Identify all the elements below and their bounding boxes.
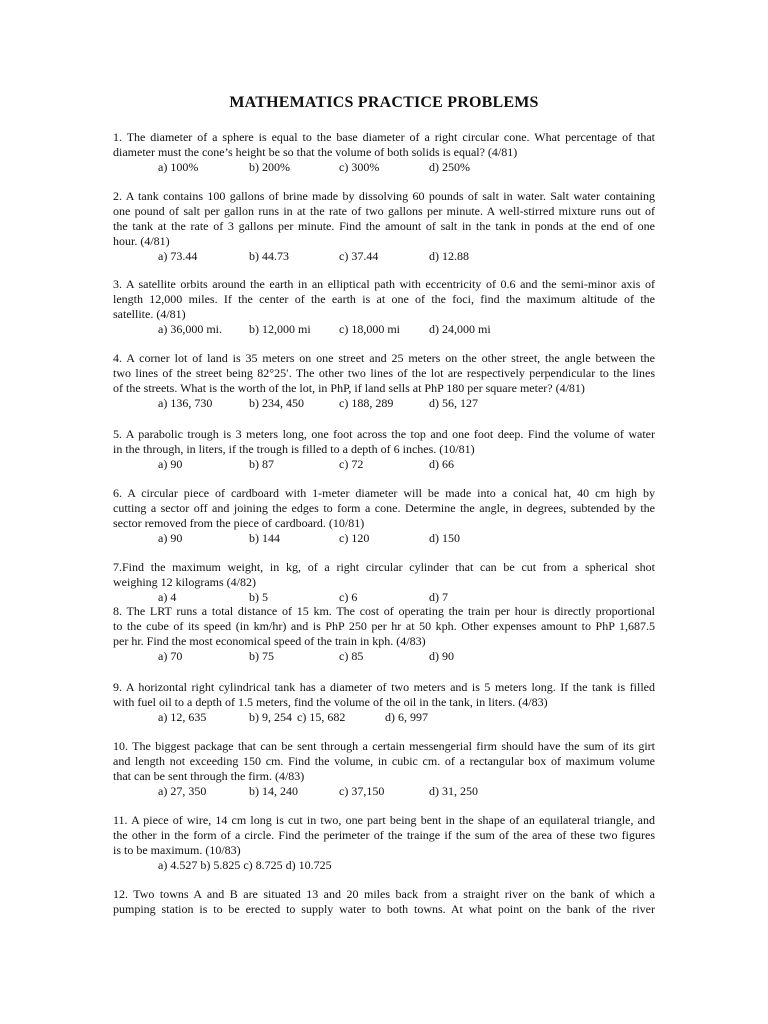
problem-6	[113, 486, 655, 546]
problem-text-line: 12. Two towns A and B are situated 13 and 20 miles back from a straight river on the bank of which a	[113, 887, 655, 901]
choice-a: a) 73.44	[158, 249, 198, 263]
problem-text-line: 1. The diameter of a sphere is equal to the base diameter of a right circular cone. What percentage of that	[113, 130, 655, 144]
choice-d: d) 56, 127	[429, 396, 478, 410]
problem-text-line: 9. A horizontal right cylindrical tank has a diameter of two meters and is 5 meters long. If the tank is filled	[113, 680, 655, 694]
problem-2	[113, 189, 655, 264]
problem-text-line: 8. The LRT runs a total distance of 15 km. The cost of operating the train per hour is directly proportional	[113, 604, 655, 618]
problem-text-line: 10. The biggest package that can be sent through a certain messengerial firm should have the sum of its girt	[113, 739, 655, 753]
choice-d: d) 31, 250	[429, 784, 478, 798]
problem-text-line: 11. A piece of wire, 14 cm long is cut in two, one part being bent in the shape of an equilateral triangle, and	[113, 813, 655, 827]
choice-d: d) 90	[429, 649, 454, 663]
answer-choices	[113, 858, 655, 873]
choice-c: c) 300%	[339, 160, 380, 174]
problem-7	[113, 560, 655, 605]
choice-c: c) 37,150	[339, 784, 385, 798]
choice-b: b) 144	[249, 531, 280, 545]
choice-b: b) 5	[249, 590, 268, 604]
choice-c: c) 37.44	[339, 249, 379, 263]
choice-d: d) 6, 997	[385, 710, 428, 724]
problem-text-line: per hr. Find the most economical speed of the train in kph. (4/83)	[113, 634, 426, 648]
choice-c: c) 6	[339, 590, 358, 604]
problem-text-line: pumping station is to be erected to supply water to both towns. At what point on the bank of the river	[113, 902, 655, 916]
choice-a: a) 90	[158, 531, 183, 545]
choice-b: b) 75	[249, 649, 274, 663]
choice-b: b) 200%	[249, 160, 290, 174]
answer-choices	[113, 249, 655, 264]
answer-choices	[113, 531, 655, 546]
answer-choices	[113, 160, 655, 175]
problem-4	[113, 351, 655, 411]
problem-text-line: satellite. (4/81)	[113, 307, 186, 321]
choice-a: a) 100%	[158, 160, 199, 174]
problem-8	[113, 604, 655, 664]
answer-choices	[113, 710, 655, 725]
choice-c: c) 188, 289	[339, 396, 394, 410]
problem-text-line: one pound of salt per gallon runs in at the rate of two gallons per minute. A well-stirred mixture runs out of	[113, 204, 655, 218]
choice-a: a) 70	[158, 649, 183, 663]
problem-text-line: sector removed from the piece of cardboard. (10/81)	[113, 516, 365, 530]
problem-11	[113, 813, 655, 873]
choice-a: a) 12, 635	[158, 710, 207, 724]
problem-text-line: 2. A tank contains 100 gallons of brine made by dissolving 60 pounds of salt in water. Salt water containing	[113, 189, 655, 203]
answer-choices	[113, 457, 655, 472]
choice-c: c) 15, 682	[297, 710, 346, 724]
choice-a: a) 90	[158, 457, 183, 471]
problem-text-line: to the cube of its speed (in km/hr) and is PhP 250 per hr at 50 kph. Other expenses amount to PhP 1,687.5	[113, 619, 655, 633]
problem-text-line: 3. A satellite orbits around the earth in an elliptical path with eccentricity of 0.6 and the semi-minor axis of	[113, 277, 655, 291]
problem-3	[113, 277, 655, 337]
problem-text-line: two lines of the street being 82°25′. The other two lines of the lot are respectively perpendicular to the lines	[113, 366, 655, 380]
problem-9	[113, 680, 655, 725]
problem-text-line: of the streets. What is the worth of the lot, in PhP, if land sells at PhP 180 per square meter? (4/81)	[113, 381, 585, 395]
problem-text-line: diameter must the cone’s height be so that the volume of both solids is equal? (4/81)	[113, 145, 518, 159]
problem-text-line: 4. A corner lot of land is 35 meters on one street and 25 meters on the other street, the angle between the	[113, 351, 655, 365]
problem-text-line: cutting a sector off and joining the edges to form a cone. Determine the angle, in degrees, subtended by the	[113, 501, 655, 515]
choice-d: d) 66	[429, 457, 454, 471]
choice-a: a) 136, 730	[158, 396, 213, 410]
problem-text-line: and length not exceeding 150 cm. Find the volume, in cubic cm. of a rectangular box of maximum volume	[113, 754, 655, 768]
choice-b: b) 234, 450	[249, 396, 304, 410]
choice-d: d) 12.88	[429, 249, 469, 263]
problem-text-line: the tank at the rate of 3 gallons per minute. Find the amount of salt in the tank in ponds at the end of one	[113, 219, 655, 233]
choice-c: c) 120	[339, 531, 370, 545]
choice-c: c) 18,000 mi	[339, 322, 400, 336]
choice-c: c) 72	[339, 457, 364, 471]
choice-b: b) 9, 254	[249, 710, 292, 724]
problem-5	[113, 427, 655, 472]
problem-1	[113, 130, 655, 175]
problem-text-line: that can be sent through the firm. (4/83)	[113, 769, 305, 783]
answer-choices	[113, 784, 655, 799]
answer-choices	[113, 649, 655, 664]
choice-d: d) 150	[429, 531, 460, 545]
problem-text-line: the other in the form of a circle. Find the perimeter of the trainge if the sum of the area of these two figures	[113, 828, 655, 842]
problem-12	[113, 887, 655, 917]
choice-b: b) 14, 240	[249, 784, 298, 798]
choice-d: d) 24,000 mi	[429, 322, 491, 336]
choice-b: b) 12,000 mi	[249, 322, 311, 336]
answer-choices	[113, 396, 655, 411]
problem-text-line: 7.Find the maximum weight, in kg, of a right circular cylinder that can be cut from a spherical shot	[113, 560, 655, 574]
choice-a: a) 36,000 mi.	[158, 322, 222, 336]
choice-b: b) 87	[249, 457, 274, 471]
problem-text-line: 6. A circular piece of cardboard with 1-meter diameter will be made into a conical hat, 40 cm high by	[113, 486, 655, 500]
problem-text-line: is to be maximum. (10/83)	[113, 843, 241, 857]
choices-inline: a) 4.527 b) 5.825 c) 8.725 d) 10.725	[158, 858, 332, 872]
problem-text-line: in the through, in liters, if the trough is filled to a depth of 6 inches. (10/81)	[113, 442, 475, 456]
choice-c: c) 85	[339, 649, 364, 663]
problem-text-line: with fuel oil to a depth of 1.5 meters, find the volume of the oil in the tank, in liters. (4/83)	[113, 695, 548, 709]
problem-text-line: hour. (4/81)	[113, 234, 170, 248]
problem-text-line: length 12,000 miles. If the center of the earth is at one of the foci, find the maximum altitude of the	[113, 292, 655, 306]
answer-choices	[113, 322, 655, 337]
choice-a: a) 4	[158, 590, 177, 604]
choice-b: b) 44.73	[249, 249, 289, 263]
choice-d: d) 7	[429, 590, 448, 604]
problem-text-line: 5. A parabolic trough is 3 meters long, one foot across the top and one foot deep. Find the volume of water	[113, 427, 655, 441]
answer-choices	[113, 590, 655, 605]
choice-a: a) 27, 350	[158, 784, 207, 798]
problem-text-line: weighing 12 kilograms (4/82)	[113, 575, 256, 589]
choice-d: d) 250%	[429, 160, 470, 174]
page-title: MATHEMATICS PRACTICE PROBLEMS	[229, 94, 539, 111]
problem-10	[113, 739, 655, 799]
